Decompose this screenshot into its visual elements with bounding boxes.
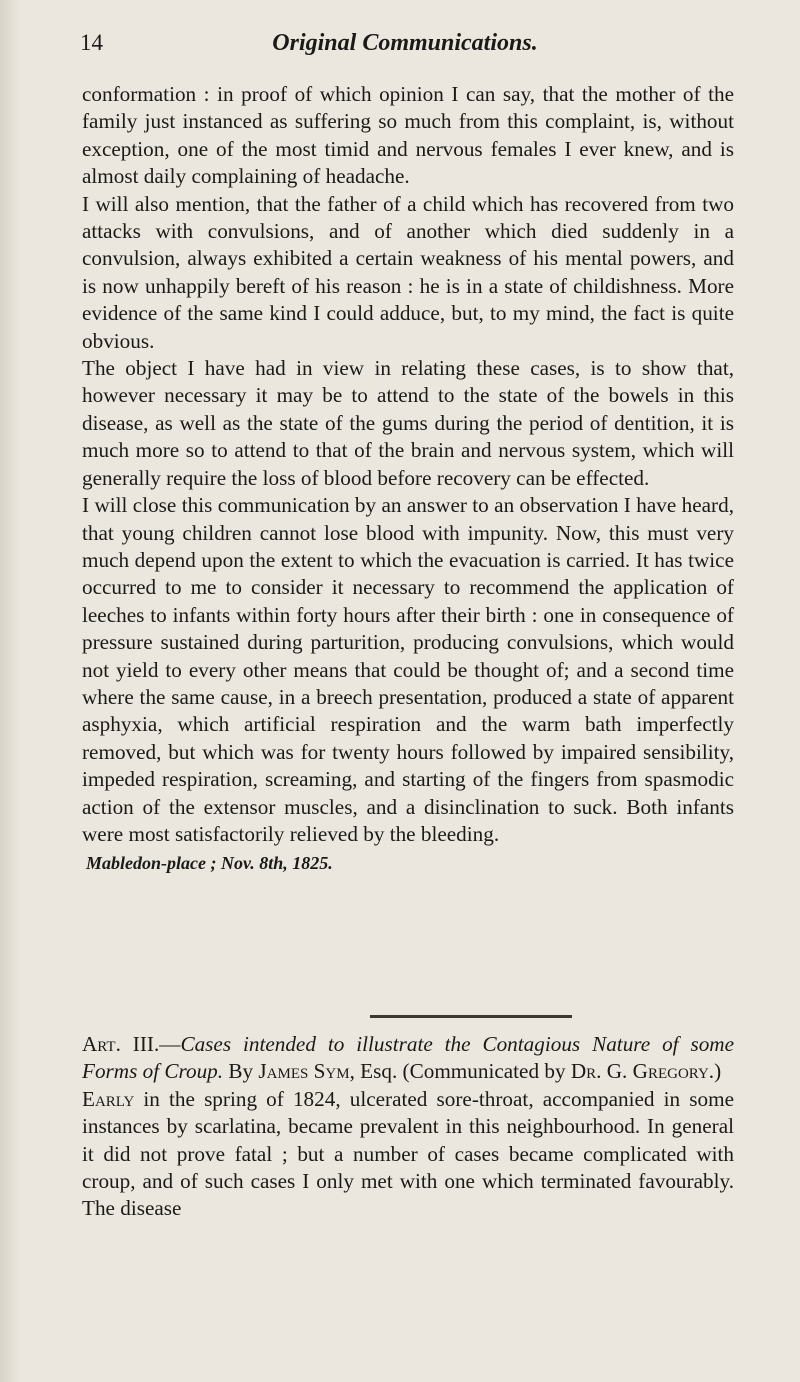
article-closing: .): [708, 1059, 722, 1084]
page-number: 14: [80, 30, 103, 55]
article-label: Art. III.: [82, 1032, 160, 1056]
article-by: By: [228, 1059, 254, 1084]
paragraph-closing: I will close this communication by an answer to an observation I have heard, that young children cannot lose blood with impunity. Now, this must very much depend upon the extent to which the evacuation is carried. It has twice occurred to me to consider it necessary to recommend the application of leeches to infants within forty hours after their birth : one in consequence of pressure sustained during parturition, producing convulsions, which would not yield to every other means that could be thought of; and a second time where the same cause, in a breech presentation, produced a state of apparent asphyxia, which artificial respiration and the warm bath imperfectly removed, but which was for twenty hours followed by impaired sensibility, impeded respiration, screaming, and starting of the fingers from spasmodic action of the extensor muscles, and a disinclination to suck. Both infants were most satisfactorily relieved by the bleeding.: [82, 493, 734, 846]
article-text: in the spring of 1824, ulcerated sore-throat, accompanied in some instances by scarlatina, became prevalent in this neighbourhood. In general it did not prove fatal ; but a number of cases became complicated with croup, and of such cases I only met with one which terminated favourably. The disease: [82, 1086, 734, 1221]
article-first-word: Early: [82, 1086, 135, 1111]
article-paragraph: [82, 1086, 734, 1223]
section-divider-rule: [370, 1015, 572, 1018]
article-dash: —: [159, 1032, 181, 1056]
paragraph-conformation: conformation : in proof of which opinion I can say, that the mother of the family just instanced as suffering so much from this complaint, is, without exception, one of the most timid and nervous females I ever knew, and is almost daily complaining of headache.: [82, 82, 734, 189]
article-section: [82, 1031, 734, 1223]
article-communicator: Dr. G. Gregory: [570, 1059, 709, 1084]
article-author-suffix: , Esq. (Communicated by: [349, 1059, 566, 1084]
running-title: Original Communications.: [272, 30, 538, 56]
letter-body: [82, 81, 734, 878]
article-author: James Sym: [258, 1059, 350, 1084]
page-header: [80, 30, 730, 66]
paragraph-father-case: I will also mention, that the father of a child which has recovered from two attacks with convulsions, and of another which died suddenly in a convulsion, always exhibited a certain weakness of his mental powers, and is now unhappily bereft of his reason : he is in a state of childishness. More evidence of the same kind I could adduce, but, to my mind, the fact is quite obvious.: [82, 191, 734, 353]
article-heading: [82, 1031, 734, 1086]
article-title: Cases intended to illustrate the Contagious Nature of some Forms of Croup.: [82, 1032, 735, 1084]
signature-line: Mabledon-place ; Nov. 8th, 1825.: [86, 853, 333, 874]
paragraph-object: The object I have had in view in relating these cases, is to show that, however necessary it may be to attend to the state of the bowels in this disease, as well as the state of the gums during the period of dentition, it is much more so to attend to that of the brain and nervous system, which will generally require the loss of blood before recovery can be effected.: [82, 356, 734, 490]
page-gutter-shadow: [0, 0, 20, 1382]
